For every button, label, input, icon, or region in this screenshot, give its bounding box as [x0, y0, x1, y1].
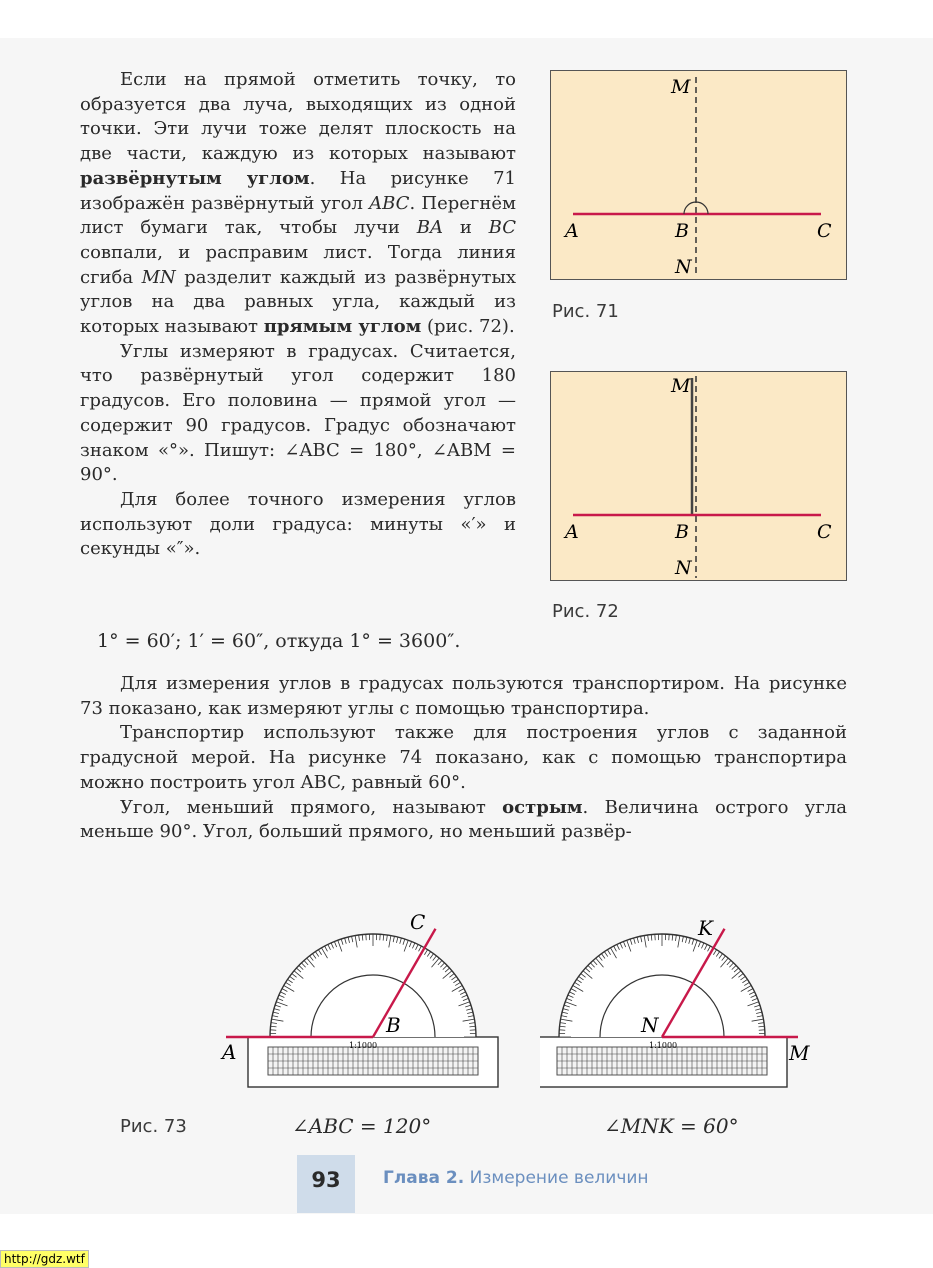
label-b: B — [386, 1013, 401, 1037]
main-text-column — [80, 68, 516, 562]
label-a: A — [222, 1040, 237, 1064]
running-footer: Глава 2. Измерение величин — [383, 1168, 649, 1188]
label-m: M — [789, 1041, 810, 1065]
figure-72-diagram — [551, 372, 846, 580]
figure-74-protractor — [540, 905, 830, 1095]
label-n: N — [641, 1013, 659, 1037]
figure-72 — [550, 371, 847, 581]
paragraph-5: Транспортир используют также для построения углов с заданной градусной мерой. На рисунке 74 показано, как с помощью транспортира можно построить угол ABC, равный 60°. — [80, 722, 847, 793]
label-c: C — [817, 521, 832, 543]
label-n: N — [675, 256, 692, 278]
figure-73-protractor — [218, 905, 508, 1095]
label-a: A — [565, 220, 579, 242]
watermark-link[interactable]: http://gdz.wtf — [0, 1250, 89, 1268]
figure-72-caption: Рис. 72 — [552, 601, 619, 622]
paragraph-2: Углы измеряют в градусах. Считается, что развёрнутый угол содержит 180 градусов. Его половина — прямой угол — содержит 90 градусов. Градус обозначают знаком «°». Пишут: ∠ABC = 180°, ∠ABM = 90°. — [80, 340, 516, 486]
paragraph-6: Угол, меньший прямого, называют острым. Величина острого угла меньше 90°. Угол, больший прямого, но меньший развёр- — [80, 796, 847, 843]
page-number: 93 — [297, 1155, 355, 1213]
label-a: A — [565, 521, 579, 543]
label-b: B — [675, 521, 689, 543]
label-m: M — [671, 76, 691, 98]
label-k: K — [698, 916, 713, 940]
degree-formula: 1° = 60′; 1′ = 60″, откуда 1° = 3600″. — [97, 630, 461, 652]
figure-73-angle: ∠ABC = 120° — [292, 1114, 432, 1138]
paragraph-3: Для более точного измерения углов используют доли градуса: минуты «′» и секунды «″». — [80, 488, 516, 560]
figure-71-diagram — [551, 71, 846, 279]
label-c: C — [410, 910, 426, 934]
label-n: N — [675, 557, 692, 579]
label-m: M — [671, 375, 691, 397]
wide-text — [80, 672, 847, 845]
figure-74-angle: ∠MNK = 60° — [604, 1114, 739, 1138]
figure-71 — [550, 70, 847, 280]
figure-73-caption: Рис. 73 — [120, 1116, 187, 1137]
paragraph-1: Если на прямой отметить точку, то образуется два луча, выходящих из одной точки. Эти лучи тоже делят плоскость на две части, каждую из которых называют развёрнутым углом. На рисунке 71 изображён развёрнутый угол ABC. Перегнём лист бумаги так, чтобы лучи BA и BC совпали, и расправим лист. Тогда линия сгиба MN разделит каждый из развёрнутых углов на два равных угла, каждый из которых называют прямым углом (рис. 72). — [80, 69, 517, 338]
scale-label: 1:1000 — [349, 1041, 378, 1050]
scale-label: 1:1000 — [649, 1041, 678, 1050]
figure-71-caption: Рис. 71 — [552, 301, 619, 322]
label-b: B — [675, 220, 689, 242]
label-c: C — [817, 220, 832, 242]
paragraph-4: Для измерения углов в градусах пользуются транспортиром. На рисунке 73 показано, как измеряют углы с помощью транспортира. — [80, 673, 847, 719]
